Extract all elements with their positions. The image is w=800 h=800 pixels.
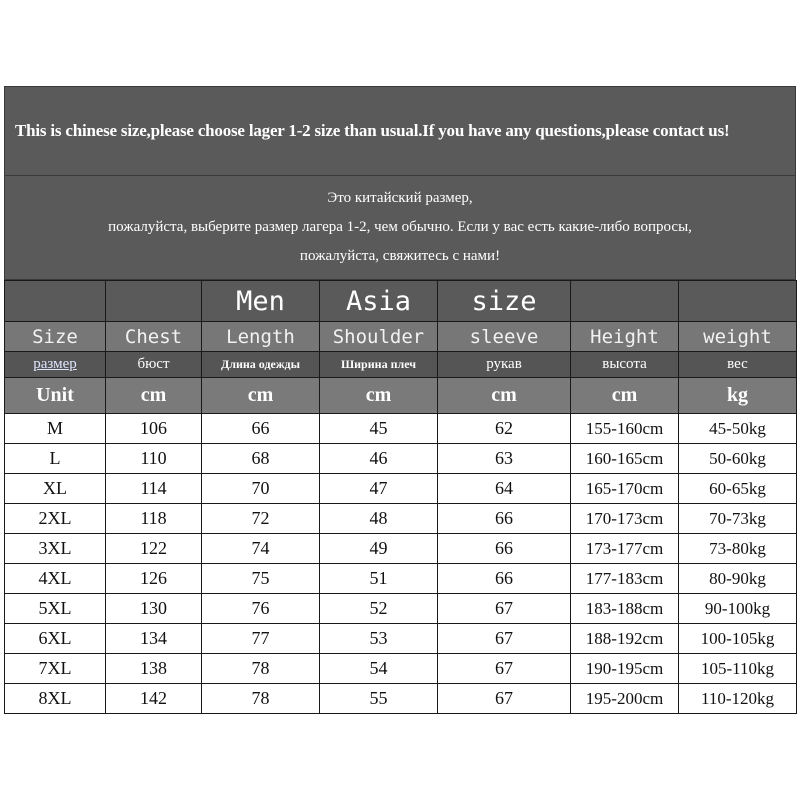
size-table-body bbox=[5, 414, 797, 714]
title-word-men: Men bbox=[202, 281, 320, 322]
header-shoulder: Shoulder bbox=[320, 322, 438, 352]
unit-shoulder: cm bbox=[320, 378, 438, 414]
cell-shoulder: 49 bbox=[320, 534, 438, 564]
cell-shoulder: 53 bbox=[320, 624, 438, 654]
cell-chest: 142 bbox=[106, 684, 202, 714]
notice-russian-line: пожалуйста, выберите размер лагера 1-2, чем обычно. Если у вас есть какие-либо вопросы, bbox=[108, 219, 692, 235]
title-cell-empty bbox=[106, 281, 202, 322]
table-row bbox=[5, 624, 797, 654]
cell-size: 6XL bbox=[5, 624, 106, 654]
header-ru-weight: вес bbox=[679, 352, 797, 378]
unit-weight: kg bbox=[679, 378, 797, 414]
cell-shoulder: 55 bbox=[320, 684, 438, 714]
title-cell-empty bbox=[571, 281, 679, 322]
cell-sleeve: 66 bbox=[438, 504, 571, 534]
cell-sleeve: 67 bbox=[438, 684, 571, 714]
table-row bbox=[5, 444, 797, 474]
header-row-english bbox=[5, 322, 797, 352]
table-row bbox=[5, 564, 797, 594]
cell-length: 78 bbox=[202, 684, 320, 714]
cell-length: 66 bbox=[202, 414, 320, 444]
header-ru-size: размер bbox=[5, 352, 106, 378]
table-row bbox=[5, 594, 797, 624]
cell-length: 74 bbox=[202, 534, 320, 564]
cell-chest: 122 bbox=[106, 534, 202, 564]
cell-height: 173-177cm bbox=[571, 534, 679, 564]
header-ru-length: Длина одежды bbox=[202, 352, 320, 378]
cell-length: 72 bbox=[202, 504, 320, 534]
cell-size: 3XL bbox=[5, 534, 106, 564]
cell-shoulder: 46 bbox=[320, 444, 438, 474]
header-row-russian bbox=[5, 352, 797, 378]
cell-length: 70 bbox=[202, 474, 320, 504]
cell-size: M bbox=[5, 414, 106, 444]
title-word-size: size bbox=[438, 281, 571, 322]
cell-weight: 60-65kg bbox=[679, 474, 797, 504]
cell-shoulder: 45 bbox=[320, 414, 438, 444]
cell-length: 75 bbox=[202, 564, 320, 594]
header-ru-shoulder: Ширина плеч bbox=[320, 352, 438, 378]
header-ru-height: высота bbox=[571, 352, 679, 378]
cell-height: 195-200cm bbox=[571, 684, 679, 714]
cell-chest: 126 bbox=[106, 564, 202, 594]
cell-size: L bbox=[5, 444, 106, 474]
cell-height: 160-165cm bbox=[571, 444, 679, 474]
cell-sleeve: 63 bbox=[438, 444, 571, 474]
cell-size: 5XL bbox=[5, 594, 106, 624]
cell-sleeve: 67 bbox=[438, 654, 571, 684]
cell-height: 155-160cm bbox=[571, 414, 679, 444]
notice-english-text: This is chinese size,please choose lager 1-2 size than usual.If you have any questions,please contact us! bbox=[15, 121, 730, 140]
header-size: Size bbox=[5, 322, 106, 352]
cell-height: 165-170cm bbox=[571, 474, 679, 504]
notice-russian-line: пожалуйста, свяжитесь с нами! bbox=[299, 248, 501, 264]
unit-label: Unit bbox=[5, 378, 106, 414]
cell-shoulder: 54 bbox=[320, 654, 438, 684]
cell-weight: 50-60kg bbox=[679, 444, 797, 474]
cell-sleeve: 66 bbox=[438, 564, 571, 594]
cell-size: 7XL bbox=[5, 654, 106, 684]
header-ru-chest: бюст bbox=[106, 352, 202, 378]
header-height: Height bbox=[571, 322, 679, 352]
cell-sleeve: 66 bbox=[438, 534, 571, 564]
cell-height: 183-188cm bbox=[571, 594, 679, 624]
cell-sleeve: 67 bbox=[438, 624, 571, 654]
cell-weight: 80-90kg bbox=[679, 564, 797, 594]
header-ru-sleeve: рукав bbox=[438, 352, 571, 378]
cell-shoulder: 51 bbox=[320, 564, 438, 594]
table-row bbox=[5, 654, 797, 684]
header-length: Length bbox=[202, 322, 320, 352]
title-word-asia: Asia bbox=[320, 281, 438, 322]
title-row bbox=[5, 281, 797, 322]
cell-length: 78 bbox=[202, 654, 320, 684]
unit-sleeve: cm bbox=[438, 378, 571, 414]
cell-size: 2XL bbox=[5, 504, 106, 534]
size-table bbox=[4, 280, 797, 714]
cell-size: 8XL bbox=[5, 684, 106, 714]
table-row bbox=[5, 414, 797, 444]
cell-sleeve: 67 bbox=[438, 594, 571, 624]
table-row bbox=[5, 534, 797, 564]
cell-length: 68 bbox=[202, 444, 320, 474]
size-chart-sheet bbox=[4, 86, 796, 714]
cell-shoulder: 52 bbox=[320, 594, 438, 624]
header-sleeve: sleeve bbox=[438, 322, 571, 352]
cell-height: 177-183cm bbox=[571, 564, 679, 594]
cell-weight: 73-80kg bbox=[679, 534, 797, 564]
title-cell-empty bbox=[679, 281, 797, 322]
cell-weight: 105-110kg bbox=[679, 654, 797, 684]
unit-length: cm bbox=[202, 378, 320, 414]
table-row bbox=[5, 684, 797, 714]
cell-weight: 70-73kg bbox=[679, 504, 797, 534]
cell-chest: 138 bbox=[106, 654, 202, 684]
cell-sleeve: 64 bbox=[438, 474, 571, 504]
cell-sleeve: 62 bbox=[438, 414, 571, 444]
cell-shoulder: 48 bbox=[320, 504, 438, 534]
cell-chest: 134 bbox=[106, 624, 202, 654]
cell-chest: 110 bbox=[106, 444, 202, 474]
cell-size: 4XL bbox=[5, 564, 106, 594]
cell-weight: 45-50kg bbox=[679, 414, 797, 444]
cell-chest: 118 bbox=[106, 504, 202, 534]
header-chest: Chest bbox=[106, 322, 202, 352]
cell-chest: 114 bbox=[106, 474, 202, 504]
header-weight: weight bbox=[679, 322, 797, 352]
notice-russian bbox=[4, 176, 796, 280]
cell-length: 77 bbox=[202, 624, 320, 654]
cell-weight: 100-105kg bbox=[679, 624, 797, 654]
title-cell-empty bbox=[5, 281, 106, 322]
cell-shoulder: 47 bbox=[320, 474, 438, 504]
unit-height: cm bbox=[571, 378, 679, 414]
cell-size: XL bbox=[5, 474, 106, 504]
cell-length: 76 bbox=[202, 594, 320, 624]
cell-chest: 106 bbox=[106, 414, 202, 444]
table-row bbox=[5, 504, 797, 534]
cell-height: 188-192cm bbox=[571, 624, 679, 654]
cell-weight: 90-100kg bbox=[679, 594, 797, 624]
cell-height: 190-195cm bbox=[571, 654, 679, 684]
cell-weight: 110-120kg bbox=[679, 684, 797, 714]
table-row bbox=[5, 474, 797, 504]
cell-height: 170-173cm bbox=[571, 504, 679, 534]
cell-chest: 130 bbox=[106, 594, 202, 624]
unit-chest: cm bbox=[106, 378, 202, 414]
unit-row bbox=[5, 378, 797, 414]
notice-russian-line: Это китайский размер, bbox=[327, 190, 473, 206]
notice-english bbox=[4, 86, 796, 176]
